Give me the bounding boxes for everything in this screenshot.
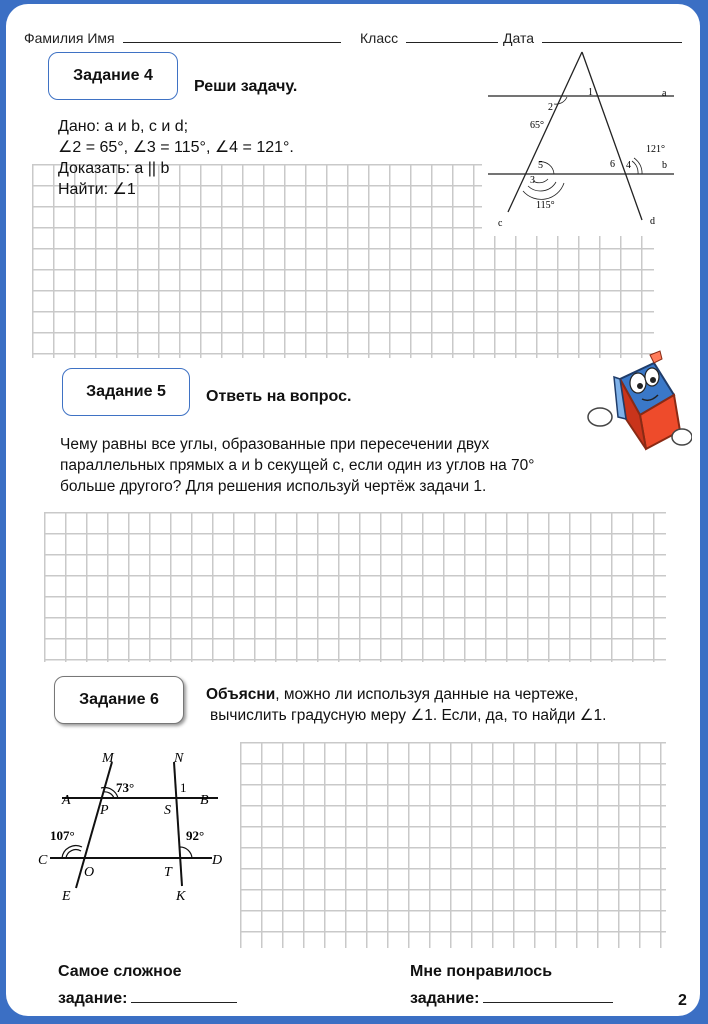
task4-prove: Доказать: a || b	[58, 160, 170, 177]
task4-title: Задание 4	[73, 67, 153, 84]
angle-4-label: 4	[626, 160, 631, 171]
angle-73-label: 73°	[116, 780, 135, 795]
label-M: M	[102, 751, 114, 766]
name-blank	[123, 28, 341, 43]
liked-task-field	[410, 958, 613, 1012]
label-C: C	[38, 853, 48, 868]
label-A: A	[62, 793, 71, 808]
liked-line2: задание:	[410, 990, 480, 1007]
angle-3-label: 3	[530, 175, 535, 186]
task4-figure	[482, 48, 678, 236]
task5-answer-grid[interactable]	[44, 512, 666, 662]
page-number: 2	[678, 992, 687, 1009]
liked-line1: Мне понравилось	[410, 963, 553, 980]
angle-1-label-fig6: 1	[180, 780, 187, 795]
hardest-line1: Самое сложное	[58, 963, 182, 980]
task5-line3: больше другого? Для решения используй чертёж задачи 1.	[60, 478, 487, 495]
label-b: b	[662, 160, 667, 171]
label-N: N	[174, 751, 184, 766]
angle-92-label: 92°	[186, 828, 205, 843]
label-c: c	[498, 218, 503, 229]
worksheet-page	[6, 4, 700, 1016]
task5-title: Задание 5	[86, 383, 166, 400]
angle-115-label: 115°	[536, 200, 555, 211]
date-field	[503, 28, 682, 46]
task5-line2: параллельных прямых a и b секущей c, если один из углов на 70°	[60, 457, 535, 474]
label-d: d	[650, 216, 655, 227]
task5-title-box	[62, 368, 190, 416]
angle-65-label: 65°	[530, 120, 544, 131]
task6-line2: вычислить градусную меру ∠1. Если, да, то найди ∠1.	[210, 707, 607, 724]
task6-answer-grid[interactable]	[240, 742, 666, 948]
task4-title-box	[48, 52, 178, 100]
task4-given: Дано: a и b, c и d;	[58, 118, 189, 135]
class-blank	[406, 28, 498, 43]
name-label: Фамилия Имя	[24, 30, 115, 46]
task6-figure	[30, 746, 230, 906]
label-T: T	[164, 865, 172, 880]
task4-find: Найти: ∠1	[58, 181, 136, 198]
name-field	[24, 28, 341, 46]
label-D: D	[212, 853, 223, 868]
angle-1-label: 1	[588, 87, 593, 98]
task6-instruction-rest: , можно ли используя данные на чертеже,	[275, 686, 579, 703]
label-E: E	[62, 889, 71, 904]
task5-line1: Чему равны все углы, образованные при пересечении двух	[60, 436, 490, 453]
angle-121-label: 121°	[646, 144, 665, 155]
eraser-mascot-icon	[584, 349, 692, 455]
angle-2-label: 2	[548, 102, 553, 113]
task6-title: Задание 6	[79, 691, 159, 708]
label-K: K	[176, 889, 186, 904]
task4-given-block	[58, 116, 294, 200]
angle-6-label: 6	[610, 159, 615, 170]
task4-instruction: Реши задачу.	[194, 78, 298, 95]
task6-title-box	[54, 676, 184, 724]
date-blank	[542, 28, 682, 43]
label-S: S	[164, 803, 171, 818]
hardest-line2: задание:	[58, 990, 128, 1007]
task5-instruction: Ответь на вопрос.	[206, 388, 352, 405]
task4-angles: ∠2 = 65°, ∠3 = 115°, ∠4 = 121°.	[58, 139, 294, 156]
task6-instruction-bold: Объясни	[206, 686, 276, 703]
liked-blank[interactable]	[483, 988, 613, 1003]
label-a: a	[662, 88, 667, 99]
angle-107-label: 107°	[50, 828, 75, 843]
hardest-task-field	[58, 958, 237, 1012]
label-P: P	[100, 803, 109, 818]
task5-question	[60, 434, 535, 497]
class-field	[360, 28, 498, 46]
class-label: Класс	[360, 30, 399, 46]
date-label: Дата	[503, 30, 535, 46]
angle-5-label: 5	[538, 160, 543, 171]
label-B: B	[200, 793, 209, 808]
hardest-blank[interactable]	[131, 988, 237, 1003]
label-O: O	[84, 865, 95, 880]
task6-question	[206, 684, 606, 726]
